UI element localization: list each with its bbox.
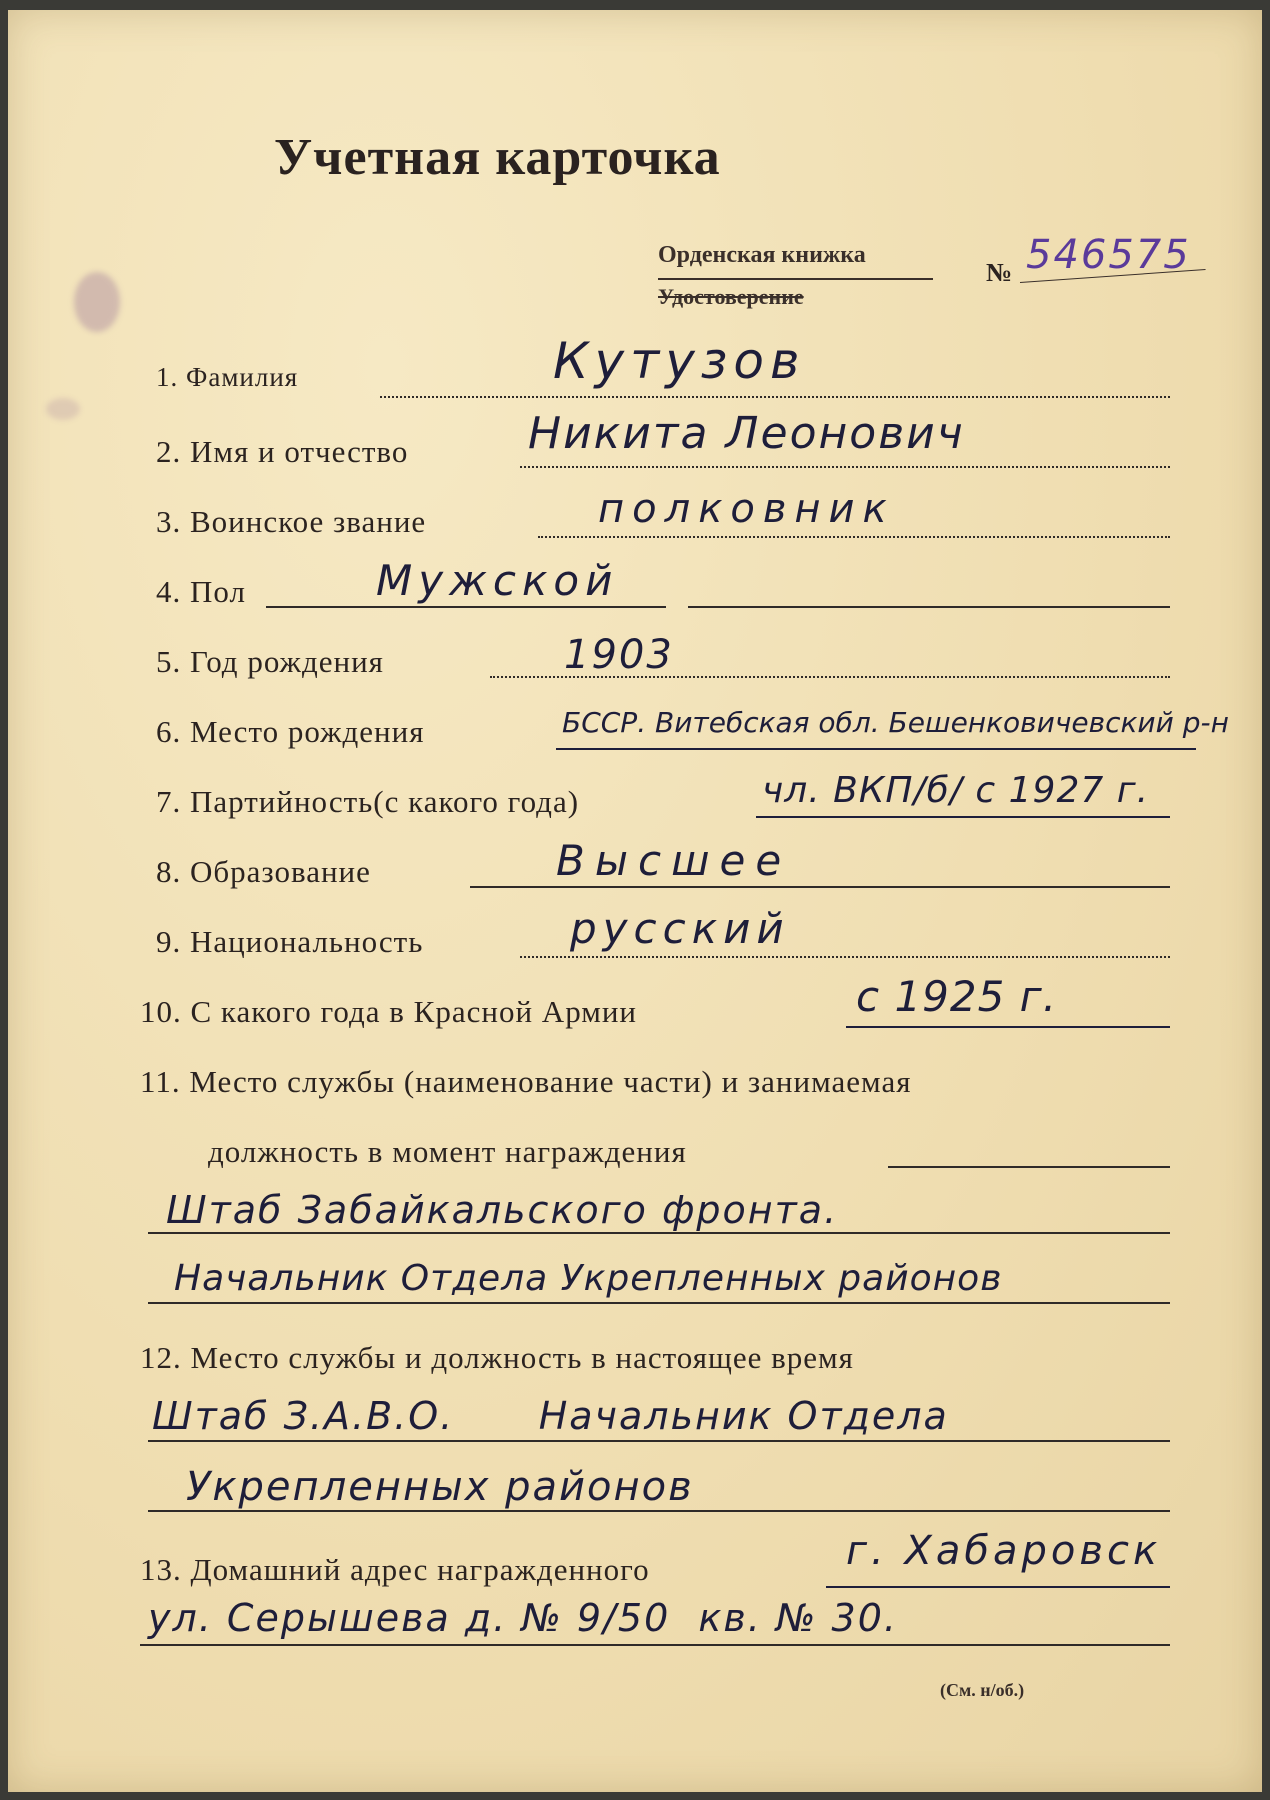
- field-party-value: чл. ВКП/б/ с 1927 г.: [762, 770, 1150, 811]
- field-sex-line-2: [688, 606, 1170, 608]
- order-book-label: Орденская книжка: [658, 242, 866, 268]
- card-title: Учетная карточка: [274, 129, 721, 186]
- field-current-service-line-1: [148, 1440, 1170, 1442]
- field-birthplace-label: 6. Место рождения: [156, 714, 425, 749]
- field-name-line: [520, 466, 1170, 468]
- field-surname-line: [380, 396, 1170, 398]
- field-birthyear-value: 1903: [564, 632, 674, 678]
- field-service-value-1: Штаб Забайкальского фронта.: [166, 1188, 839, 1232]
- field-surname-value: Кутузов: [553, 332, 806, 390]
- see-reverse-note: (См. н/об.): [940, 1680, 1025, 1700]
- field-nationality-line: [520, 956, 1170, 958]
- field-party-line: [756, 816, 1170, 818]
- field-name-value: Никита Леонович: [528, 408, 965, 459]
- certificate-label-struck: Удостоверение: [658, 284, 804, 309]
- ink-stain: [74, 272, 120, 332]
- field-sex-label: 4. Пол: [156, 574, 246, 609]
- field-birthplace-line: [556, 748, 1196, 750]
- field-service-line-2: [148, 1302, 1170, 1304]
- field-service-label: 11. Место службы (наименование части) и занимаемая: [140, 1064, 912, 1099]
- field-service-value-2: Начальник Отдела Укрепленных районов: [174, 1258, 1003, 1299]
- field-party-label: 7. Партийность(с какого года): [156, 784, 580, 819]
- field-army-label: 10. С какого года в Красной Армии: [140, 994, 638, 1029]
- field-education-value: Высшее: [556, 836, 792, 885]
- field-sex-value: Мужской: [376, 556, 619, 605]
- field-address-value-2: ул. Серышева д. № 9/50 кв. № 30.: [148, 1596, 898, 1640]
- field-current-service-label: 12. Место службы и должность в настоящее время: [140, 1340, 854, 1375]
- field-address-value-1: г. Хабаровск: [846, 1528, 1162, 1574]
- field-current-service-line-2: [148, 1510, 1170, 1512]
- ink-stain-small: [46, 398, 80, 420]
- field-address-label: 13. Домашний адрес награжденного: [140, 1552, 650, 1587]
- field-education-line: [470, 886, 1170, 888]
- field-rank-line: [538, 536, 1170, 538]
- record-card: [8, 10, 1262, 1792]
- field-address-line-1: [826, 1586, 1170, 1588]
- field-surname-label: 1. Фамилия: [156, 362, 299, 392]
- field-service-label-2: должность в момент награждения: [208, 1134, 687, 1169]
- number-value: 546575: [1026, 232, 1191, 278]
- field-rank-value: полковник: [598, 486, 895, 532]
- field-rank-label: 3. Воинское звание: [156, 504, 427, 539]
- field-service-line-1: [148, 1232, 1170, 1234]
- field-army-value: с 1925 г.: [856, 972, 1058, 1021]
- order-book-divider: [658, 278, 933, 280]
- field-address-line-2: [140, 1644, 1170, 1646]
- field-birthyear-label: 5. Год рождения: [156, 644, 384, 679]
- field-nationality-label: 9. Национальность: [156, 924, 424, 959]
- field-service-line: [888, 1166, 1170, 1168]
- field-army-line: [846, 1026, 1170, 1028]
- field-sex-line: [266, 606, 666, 608]
- field-current-service-value-1: Штаб З.А.В.О. Начальник Отдела: [152, 1394, 949, 1438]
- field-name-label: 2. Имя и отчество: [156, 434, 409, 469]
- number-label: №: [986, 258, 1013, 287]
- field-education-label: 8. Образование: [156, 854, 371, 889]
- field-nationality-value: русский: [570, 904, 790, 953]
- field-current-service-value-2: Укрепленных районов: [186, 1464, 694, 1510]
- field-birthplace-value: БССР. Витебская обл. Бешенковичевский р-н: [562, 706, 1229, 739]
